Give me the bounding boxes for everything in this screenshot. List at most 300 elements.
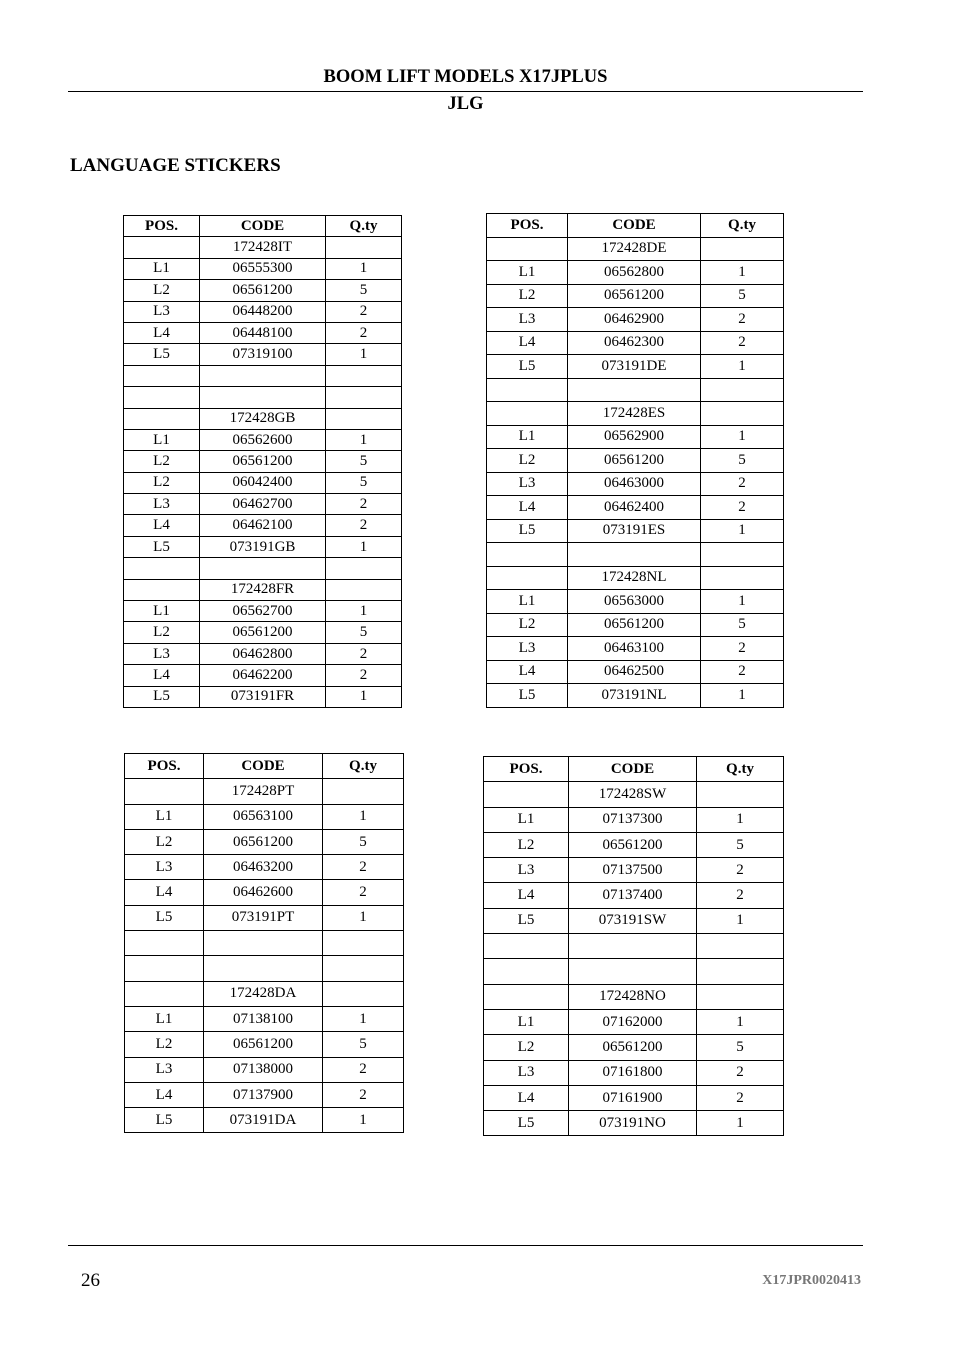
table-row — [125, 829, 404, 854]
page-number: 26 — [81, 1270, 100, 1291]
code-header: CODE — [569, 757, 697, 782]
qty-cell: 1 — [701, 684, 784, 708]
code-cell: 06448200 — [200, 301, 326, 322]
pos-cell: L3 — [124, 301, 200, 322]
qty-cell: 2 — [701, 331, 784, 355]
qty-cell: 5 — [701, 284, 784, 308]
footer-divider — [68, 1245, 863, 1246]
table-row — [124, 601, 402, 622]
code-cell — [204, 931, 323, 956]
table-row — [487, 308, 784, 332]
table-row — [125, 981, 404, 1006]
qty-cell: 2 — [701, 637, 784, 661]
code-cell: 06462800 — [200, 643, 326, 664]
pos-cell: L5 — [484, 1111, 569, 1136]
parts-table-3 — [124, 753, 404, 1133]
code-cell: 07319100 — [200, 344, 326, 365]
pos-cell: L4 — [125, 880, 204, 905]
table-row — [124, 258, 402, 279]
code-cell: 06448100 — [200, 322, 326, 343]
table-row — [124, 280, 402, 301]
pos-cell: L1 — [484, 1009, 569, 1034]
code-cell: 06462500 — [568, 660, 701, 684]
table-row — [125, 880, 404, 905]
code-cell: 06462700 — [200, 494, 326, 515]
pos-cell: L3 — [124, 494, 200, 515]
table-row — [124, 322, 402, 343]
pos-cell — [124, 237, 200, 258]
pos-cell: L3 — [487, 637, 568, 661]
table-row — [125, 1032, 404, 1057]
table-row — [125, 1006, 404, 1031]
code-cell: 06561200 — [200, 451, 326, 472]
code-cell: 073191NL — [568, 684, 701, 708]
code-cell: 172428FR — [200, 579, 326, 600]
pos-cell — [484, 934, 569, 959]
code-cell — [568, 378, 701, 402]
table-row — [124, 665, 402, 686]
table-row — [124, 515, 402, 536]
pos-cell: L2 — [484, 1035, 569, 1060]
pos-cell: L1 — [124, 601, 200, 622]
pos-cell: L4 — [124, 515, 200, 536]
table-row — [125, 931, 404, 956]
table-header-row — [484, 757, 784, 782]
qty-cell: 2 — [326, 494, 402, 515]
table-row — [124, 686, 402, 707]
qty-cell: 1 — [701, 425, 784, 449]
pos-cell — [124, 558, 200, 579]
pos-cell — [125, 779, 204, 804]
qty-cell: 2 — [701, 660, 784, 684]
qty-cell: 1 — [697, 1111, 784, 1136]
code-cell: 06462900 — [568, 308, 701, 332]
table-row — [124, 494, 402, 515]
table-row — [124, 622, 402, 643]
pos-cell: L3 — [125, 1057, 204, 1082]
pos-cell: L4 — [124, 322, 200, 343]
qty-header: Q.ty — [701, 214, 784, 238]
table-row — [124, 387, 402, 408]
code-cell: 06561200 — [569, 1035, 697, 1060]
qty-cell — [697, 782, 784, 807]
pos-cell — [487, 237, 568, 261]
table-row — [125, 956, 404, 981]
pos-cell: L5 — [125, 1108, 204, 1133]
table-row — [487, 261, 784, 285]
pos-cell: L1 — [124, 429, 200, 450]
qty-cell: 5 — [326, 622, 402, 643]
table-row — [124, 408, 402, 429]
table-row — [487, 613, 784, 637]
table-row — [487, 496, 784, 520]
pos-cell — [125, 956, 204, 981]
table-row — [124, 429, 402, 450]
qty-cell: 2 — [323, 1082, 404, 1107]
code-cell: 06563100 — [204, 804, 323, 829]
pos-cell: L2 — [125, 829, 204, 854]
pos-cell: L4 — [487, 331, 568, 355]
qty-cell: 1 — [697, 908, 784, 933]
pos-header: POS. — [124, 216, 200, 237]
qty-cell: 2 — [697, 858, 784, 883]
pos-cell: L4 — [487, 660, 568, 684]
qty-cell: 2 — [326, 322, 402, 343]
pos-cell: L2 — [124, 280, 200, 301]
code-cell: 073191DE — [568, 355, 701, 379]
qty-cell: 1 — [701, 590, 784, 614]
code-header: CODE — [204, 754, 323, 779]
qty-cell: 1 — [697, 1009, 784, 1034]
qty-cell: 2 — [323, 880, 404, 905]
code-cell: 07162000 — [569, 1009, 697, 1034]
table-row — [124, 579, 402, 600]
qty-cell: 1 — [323, 804, 404, 829]
table-row — [484, 934, 784, 959]
table-row — [484, 832, 784, 857]
table-row — [125, 779, 404, 804]
qty-cell — [323, 779, 404, 804]
qty-cell: 1 — [326, 536, 402, 557]
pos-cell: L4 — [125, 1082, 204, 1107]
qty-cell: 1 — [326, 601, 402, 622]
code-cell: 06561200 — [568, 284, 701, 308]
table-row — [487, 519, 784, 543]
pos-cell: L5 — [487, 355, 568, 379]
table-row — [487, 543, 784, 567]
code-cell: 06561200 — [204, 1032, 323, 1057]
pos-cell: L5 — [484, 908, 569, 933]
pos-cell — [484, 959, 569, 984]
table-row — [124, 536, 402, 557]
qty-cell — [323, 931, 404, 956]
code-cell: 06462400 — [568, 496, 701, 520]
pos-cell: L1 — [487, 261, 568, 285]
code-cell: 07161900 — [569, 1085, 697, 1110]
code-header: CODE — [200, 216, 326, 237]
table-row — [124, 237, 402, 258]
table-row — [484, 959, 784, 984]
code-cell: 07138100 — [204, 1006, 323, 1031]
qty-cell: 1 — [701, 519, 784, 543]
code-cell: 07161800 — [569, 1060, 697, 1085]
pos-cell: L2 — [487, 613, 568, 637]
pos-cell: L5 — [125, 905, 204, 930]
pos-cell: L1 — [484, 807, 569, 832]
pos-cell: L5 — [124, 686, 200, 707]
pos-cell: L1 — [125, 1006, 204, 1031]
code-cell: 07137500 — [569, 858, 697, 883]
qty-cell: 5 — [323, 1032, 404, 1057]
table-row — [484, 984, 784, 1009]
qty-cell — [326, 237, 402, 258]
table-row — [484, 807, 784, 832]
pos-cell: L2 — [124, 472, 200, 493]
pos-cell: L2 — [487, 284, 568, 308]
code-cell: 06462300 — [568, 331, 701, 355]
qty-cell: 1 — [326, 344, 402, 365]
table-row — [487, 378, 784, 402]
table-row — [484, 858, 784, 883]
table-row — [484, 782, 784, 807]
code-cell — [200, 558, 326, 579]
code-cell: 073191NO — [569, 1111, 697, 1136]
qty-cell: 1 — [326, 429, 402, 450]
table-row — [484, 1009, 784, 1034]
code-cell: 172428DE — [568, 237, 701, 261]
code-cell: 06561200 — [200, 622, 326, 643]
code-cell: 07137400 — [569, 883, 697, 908]
code-cell: 172428NO — [569, 984, 697, 1009]
code-cell: 06463000 — [568, 472, 701, 496]
pos-cell: L2 — [124, 622, 200, 643]
pos-cell — [484, 782, 569, 807]
pos-cell: L5 — [124, 344, 200, 365]
qty-header: Q.ty — [323, 754, 404, 779]
table-row — [484, 1111, 784, 1136]
qty-cell: 2 — [697, 1060, 784, 1085]
code-cell — [200, 387, 326, 408]
table-row — [487, 449, 784, 473]
qty-cell — [701, 378, 784, 402]
pos-cell: L3 — [484, 858, 569, 883]
parts-table-4 — [483, 756, 784, 1136]
code-cell: 172428GB — [200, 408, 326, 429]
code-cell: 073191GB — [200, 536, 326, 557]
table-row — [124, 643, 402, 664]
code-cell: 073191SW — [569, 908, 697, 933]
code-cell: 172428DA — [204, 981, 323, 1006]
qty-cell — [697, 959, 784, 984]
pos-cell: L3 — [487, 308, 568, 332]
pos-cell: L3 — [124, 643, 200, 664]
table-row — [484, 1060, 784, 1085]
qty-cell — [701, 402, 784, 426]
pos-cell: L3 — [125, 855, 204, 880]
pos-cell — [124, 408, 200, 429]
table-row — [124, 472, 402, 493]
parts-table-2 — [486, 213, 784, 708]
code-cell: 07137900 — [204, 1082, 323, 1107]
section-title: LANGUAGE STICKERS — [70, 155, 281, 176]
pos-cell: L5 — [487, 684, 568, 708]
qty-cell — [326, 365, 402, 386]
code-cell: 06562600 — [200, 429, 326, 450]
qty-cell: 5 — [697, 832, 784, 857]
qty-cell: 2 — [701, 472, 784, 496]
pos-cell: L2 — [125, 1032, 204, 1057]
code-cell — [200, 365, 326, 386]
qty-cell: 5 — [701, 449, 784, 473]
code-cell — [569, 959, 697, 984]
pos-cell: L4 — [487, 496, 568, 520]
pos-cell — [487, 378, 568, 402]
code-cell: 06561200 — [568, 449, 701, 473]
pos-cell — [124, 579, 200, 600]
document-title: BOOM LIFT MODELS X17JPLUS — [323, 67, 608, 87]
pos-cell — [487, 543, 568, 567]
pos-cell — [487, 566, 568, 590]
code-cell: 06561200 — [568, 613, 701, 637]
qty-cell: 1 — [323, 905, 404, 930]
qty-cell: 2 — [326, 515, 402, 536]
table-row — [487, 355, 784, 379]
pos-cell: L1 — [124, 258, 200, 279]
code-cell — [568, 543, 701, 567]
pos-cell: L2 — [487, 449, 568, 473]
code-header: CODE — [568, 214, 701, 238]
pos-cell: L4 — [484, 1085, 569, 1110]
table-row — [487, 637, 784, 661]
table-row — [484, 1035, 784, 1060]
table-row — [125, 905, 404, 930]
qty-cell: 1 — [326, 686, 402, 707]
code-cell: 06563000 — [568, 590, 701, 614]
pos-cell — [125, 981, 204, 1006]
table-row — [125, 1057, 404, 1082]
code-cell: 06561200 — [569, 832, 697, 857]
qty-cell: 2 — [326, 665, 402, 686]
code-cell: 06463100 — [568, 637, 701, 661]
pos-cell: L5 — [124, 536, 200, 557]
header-divider — [68, 91, 863, 92]
code-cell: 07138000 — [204, 1057, 323, 1082]
code-cell: 06463200 — [204, 855, 323, 880]
table-row — [125, 1082, 404, 1107]
pos-cell: L4 — [484, 883, 569, 908]
code-cell: 06561200 — [200, 280, 326, 301]
code-cell: 172428ES — [568, 402, 701, 426]
table-row — [124, 301, 402, 322]
qty-cell — [697, 934, 784, 959]
code-cell — [204, 956, 323, 981]
code-cell: 073191FR — [200, 686, 326, 707]
table-row — [487, 331, 784, 355]
code-cell: 06042400 — [200, 472, 326, 493]
table-row — [484, 883, 784, 908]
table-row — [484, 1085, 784, 1110]
table-row — [124, 365, 402, 386]
qty-cell — [697, 984, 784, 1009]
pos-cell: L1 — [487, 425, 568, 449]
code-cell: 172428PT — [204, 779, 323, 804]
qty-cell: 2 — [701, 308, 784, 332]
qty-header: Q.ty — [697, 757, 784, 782]
table-row — [484, 908, 784, 933]
pos-cell: L1 — [125, 804, 204, 829]
table-row — [125, 855, 404, 880]
code-cell: 06462100 — [200, 515, 326, 536]
table-row — [487, 566, 784, 590]
table-row — [487, 684, 784, 708]
table-row — [487, 284, 784, 308]
code-cell: 06462200 — [200, 665, 326, 686]
pos-cell — [125, 931, 204, 956]
qty-cell: 2 — [323, 1057, 404, 1082]
table-row — [487, 472, 784, 496]
code-cell: 06562800 — [568, 261, 701, 285]
table-row — [487, 237, 784, 261]
qty-cell: 5 — [326, 280, 402, 301]
pos-cell — [124, 365, 200, 386]
qty-cell: 5 — [326, 472, 402, 493]
code-cell: 07137300 — [569, 807, 697, 832]
code-cell — [569, 934, 697, 959]
document-code: X17JPR0020413 — [762, 1273, 861, 1288]
pos-cell: L1 — [487, 590, 568, 614]
table-row — [487, 425, 784, 449]
qty-cell — [323, 981, 404, 1006]
qty-cell — [326, 558, 402, 579]
code-cell: 06555300 — [200, 258, 326, 279]
pos-cell — [484, 984, 569, 1009]
table-row — [124, 344, 402, 365]
code-cell: 06562700 — [200, 601, 326, 622]
pos-cell: L2 — [124, 451, 200, 472]
pos-header: POS. — [487, 214, 568, 238]
table-row — [124, 558, 402, 579]
qty-cell — [326, 387, 402, 408]
table-row — [125, 1108, 404, 1133]
qty-cell: 2 — [697, 1085, 784, 1110]
qty-cell — [701, 543, 784, 567]
qty-cell — [701, 566, 784, 590]
qty-cell — [701, 237, 784, 261]
parts-table-1 — [123, 215, 402, 708]
brand-name: JLG — [447, 94, 484, 114]
qty-cell: 2 — [323, 855, 404, 880]
qty-cell: 2 — [326, 643, 402, 664]
pos-header: POS. — [484, 757, 569, 782]
table-row — [124, 451, 402, 472]
table-row — [125, 804, 404, 829]
qty-cell: 1 — [323, 1108, 404, 1133]
pos-cell: L4 — [124, 665, 200, 686]
qty-cell: 5 — [697, 1035, 784, 1060]
qty-cell: 2 — [697, 883, 784, 908]
table-row — [487, 590, 784, 614]
qty-header: Q.ty — [326, 216, 402, 237]
pos-cell: L5 — [487, 519, 568, 543]
qty-cell: 1 — [697, 807, 784, 832]
pos-cell: L3 — [487, 472, 568, 496]
code-cell: 06462600 — [204, 880, 323, 905]
qty-cell — [323, 956, 404, 981]
qty-cell — [326, 579, 402, 600]
qty-cell: 5 — [326, 451, 402, 472]
code-cell: 073191DA — [204, 1108, 323, 1133]
pos-cell: L3 — [484, 1060, 569, 1085]
qty-cell — [326, 408, 402, 429]
pos-header: POS. — [125, 754, 204, 779]
table-row — [487, 660, 784, 684]
code-cell: 073191ES — [568, 519, 701, 543]
qty-cell: 2 — [701, 496, 784, 520]
code-cell: 172428NL — [568, 566, 701, 590]
table-header-row — [125, 754, 404, 779]
qty-cell: 1 — [323, 1006, 404, 1031]
qty-cell: 1 — [701, 355, 784, 379]
code-cell: 172428SW — [569, 782, 697, 807]
pos-cell — [124, 387, 200, 408]
qty-cell: 1 — [326, 258, 402, 279]
pos-cell: L2 — [484, 832, 569, 857]
qty-cell: 2 — [326, 301, 402, 322]
code-cell: 073191PT — [204, 905, 323, 930]
pos-cell — [487, 402, 568, 426]
table-row — [487, 402, 784, 426]
code-cell: 172428IT — [200, 237, 326, 258]
